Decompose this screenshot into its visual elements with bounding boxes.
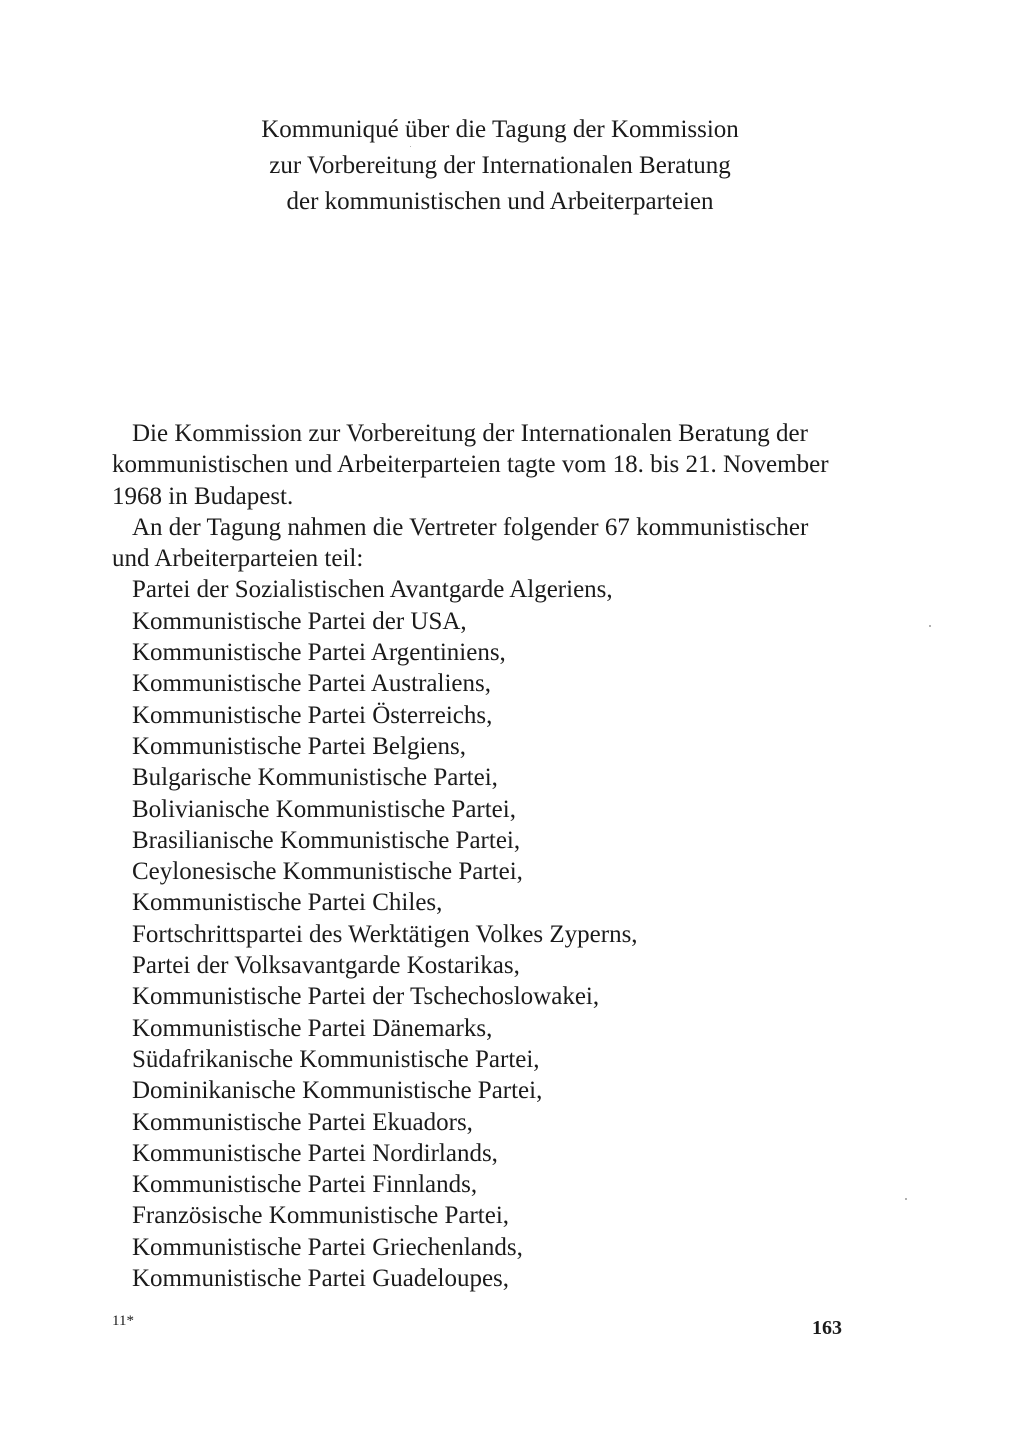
page-number: 163: [812, 1317, 842, 1339]
list-item: Kommunistische Partei Argentiniens,: [132, 639, 506, 667]
list-item: Kommunistische Partei Ekuadors,: [132, 1108, 473, 1136]
list-item: Kommunistische Partei Australiens,: [132, 670, 491, 698]
list-item: Kommunistische Partei Dänemarks,: [132, 1014, 493, 1042]
party-list: [112, 574, 892, 1294]
title-line: Kommuniqué über die Tagung der Kommission: [261, 116, 739, 143]
title-line: der kommunistischen und Arbeiterparteien: [286, 188, 714, 215]
list-item: Kommunistische Partei Finnlands,: [132, 1171, 478, 1199]
list-item: Bolivianische Kommunistische Partei,: [132, 795, 516, 823]
list-item: Kommunistische Partei Griechenlands,: [132, 1233, 523, 1261]
list-item: Dominikanische Kommunistische Partei,: [132, 1077, 543, 1105]
list-item: Bulgarische Kommunistische Partei,: [132, 764, 498, 792]
list-item: Ceylonesische Kommunistische Partei,: [132, 858, 523, 886]
paper-speck: [905, 1198, 907, 1200]
paper-speck: [929, 625, 931, 627]
list-item: Kommunistische Partei Guadeloupes,: [132, 1265, 510, 1293]
paragraph-line: 1968 in Budapest.: [112, 482, 294, 510]
list-item: Partei der Volksavantgarde Kostarikas,: [132, 952, 520, 980]
list-item: Brasilianische Kommunistische Partei,: [132, 826, 521, 854]
list-item: Kommunistische Partei Belgiens,: [132, 732, 466, 760]
list-item: Kommunistische Partei der USA,: [132, 607, 467, 635]
body-text: [112, 418, 892, 1294]
list-item: Kommunistische Partei Nordirlands,: [132, 1139, 498, 1167]
signature-mark: 11*: [112, 1313, 134, 1329]
list-item: Partei der Sozialistischen Avantgarde Algeriens,: [132, 576, 613, 604]
list-item: Kommunistische Partei der Tschechoslowakei,: [132, 983, 600, 1011]
paragraph-line: und Arbeiterparteien teil:: [112, 545, 364, 573]
paragraph-line: kommunistischen und Arbeiterparteien tagte vom 18. bis 21. November: [112, 451, 829, 479]
list-item: Fortschrittspartei des Werktätigen Volkes Zyperns,: [132, 920, 638, 948]
list-item: Südafrikanische Kommunistische Partei,: [132, 1045, 540, 1073]
list-item: Kommunistische Partei Chiles,: [132, 889, 443, 917]
paper-speck: [410, 146, 411, 147]
paragraph-line: An der Tagung nahmen die Vertreter folgender 67 kommunistischer: [132, 513, 809, 541]
list-item: Französische Kommunistische Partei,: [132, 1202, 510, 1230]
title-line: zur Vorbereitung der Internationalen Beratung: [269, 152, 731, 179]
paragraph-line: Die Kommission zur Vorbereitung der Internationalen Beratung der: [132, 420, 808, 447]
page-title: [130, 112, 870, 220]
list-item: Kommunistische Partei Österreichs,: [132, 701, 493, 729]
